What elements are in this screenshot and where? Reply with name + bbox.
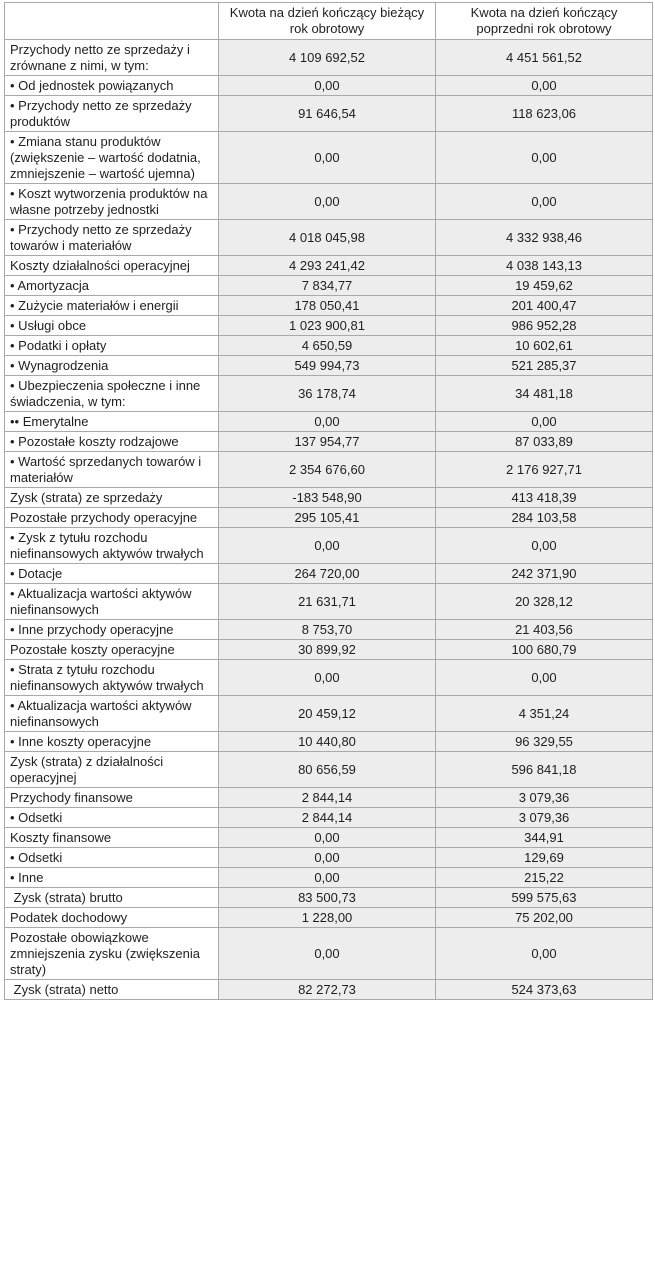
row-value-previous: 0,00 (436, 76, 653, 96)
table-row (5, 412, 653, 432)
row-value-current: 4 109 692,52 (219, 40, 436, 76)
row-value-current: 0,00 (219, 660, 436, 696)
row-label: •• Emerytalne (5, 412, 219, 432)
table-row (5, 356, 653, 376)
table-row (5, 888, 653, 908)
row-value-previous: 521 285,37 (436, 356, 653, 376)
table-row (5, 868, 653, 888)
row-value-current: 30 899,92 (219, 640, 436, 660)
row-value-previous: 0,00 (436, 132, 653, 184)
row-value-previous: 242 371,90 (436, 564, 653, 584)
row-value-previous: 100 680,79 (436, 640, 653, 660)
row-value-current: 549 994,73 (219, 356, 436, 376)
row-value-previous: 0,00 (436, 184, 653, 220)
row-label: • Przychody netto ze sprzedaży produktów (5, 96, 219, 132)
row-value-previous: 344,91 (436, 828, 653, 848)
row-label: Przychody netto ze sprzedaży i zrównane z nimi, w tym: (5, 40, 219, 76)
table-row (5, 732, 653, 752)
row-value-previous: 524 373,63 (436, 980, 653, 1000)
row-value-previous: 284 103,58 (436, 508, 653, 528)
row-label: Pozostałe przychody operacyjne (5, 508, 219, 528)
row-label: • Strata z tytułu rozchodu niefinansowych aktywów trwałych (5, 660, 219, 696)
row-value-current: 178 050,41 (219, 296, 436, 316)
row-value-current: 0,00 (219, 412, 436, 432)
row-label: • Podatki i opłaty (5, 336, 219, 356)
row-value-previous: 201 400,47 (436, 296, 653, 316)
table-row (5, 660, 653, 696)
table-body (5, 40, 653, 1000)
row-value-previous: 0,00 (436, 528, 653, 564)
table-header (5, 3, 653, 40)
row-label: Przychody finansowe (5, 788, 219, 808)
table-row (5, 928, 653, 980)
header-current-year-cell: Kwota na dzień kończący bieżący rok obrotowy (219, 3, 436, 40)
row-label: • Amortyzacja (5, 276, 219, 296)
row-label: • Inne koszty operacyjne (5, 732, 219, 752)
row-value-previous: 986 952,28 (436, 316, 653, 336)
row-value-previous: 3 079,36 (436, 808, 653, 828)
row-value-current: 21 631,71 (219, 584, 436, 620)
row-label: • Odsetki (5, 848, 219, 868)
row-label: Podatek dochodowy (5, 908, 219, 928)
row-value-current: 295 105,41 (219, 508, 436, 528)
row-label: • Usługi obce (5, 316, 219, 336)
row-value-previous: 3 079,36 (436, 788, 653, 808)
row-label: • Przychody netto ze sprzedaży towarów i materiałów (5, 220, 219, 256)
header-row (5, 3, 653, 40)
row-value-current: 4 018 045,98 (219, 220, 436, 256)
table-row (5, 256, 653, 276)
row-value-current: 10 440,80 (219, 732, 436, 752)
row-label: Koszty działalności operacyjnej (5, 256, 219, 276)
row-label: Koszty finansowe (5, 828, 219, 848)
header-previous-year-cell: Kwota na dzień kończący poprzedni rok obrotowy (436, 3, 653, 40)
row-value-previous: 2 176 927,71 (436, 452, 653, 488)
table-row (5, 640, 653, 660)
row-value-current: 4 293 241,42 (219, 256, 436, 276)
row-value-current: -183 548,90 (219, 488, 436, 508)
row-label: • Wynagrodzenia (5, 356, 219, 376)
row-value-current: 0,00 (219, 528, 436, 564)
table-row (5, 432, 653, 452)
table-row (5, 620, 653, 640)
row-label: • Zmiana stanu produktów (zwiększenie – wartość dodatnia, zmniejszenie – wartość ujemna) (5, 132, 219, 184)
header-corner-cell (5, 3, 219, 40)
row-value-current: 264 720,00 (219, 564, 436, 584)
table-row (5, 908, 653, 928)
row-label: • Zużycie materiałów i energii (5, 296, 219, 316)
row-value-current: 36 178,74 (219, 376, 436, 412)
row-value-previous: 21 403,56 (436, 620, 653, 640)
row-value-current: 20 459,12 (219, 696, 436, 732)
row-value-current: 0,00 (219, 76, 436, 96)
row-value-previous: 96 329,55 (436, 732, 653, 752)
row-label: • Od jednostek powiązanych (5, 76, 219, 96)
row-value-current: 0,00 (219, 132, 436, 184)
row-value-current: 91 646,54 (219, 96, 436, 132)
row-value-previous: 19 459,62 (436, 276, 653, 296)
table-row (5, 980, 653, 1000)
table-row (5, 848, 653, 868)
table-row (5, 564, 653, 584)
table-row (5, 488, 653, 508)
table-row (5, 336, 653, 356)
row-label: • Dotacje (5, 564, 219, 584)
table-row (5, 40, 653, 76)
row-value-current: 80 656,59 (219, 752, 436, 788)
table-row (5, 696, 653, 732)
table-row (5, 528, 653, 564)
row-value-current: 2 844,14 (219, 808, 436, 828)
table-row (5, 584, 653, 620)
table-row (5, 508, 653, 528)
row-value-current: 8 753,70 (219, 620, 436, 640)
row-label: • Inne przychody operacyjne (5, 620, 219, 640)
table-row (5, 828, 653, 848)
row-value-previous: 87 033,89 (436, 432, 653, 452)
row-label: • Zysk z tytułu rozchodu niefinansowych aktywów trwałych (5, 528, 219, 564)
row-value-current: 2 844,14 (219, 788, 436, 808)
row-label: Pozostałe obowiązkowe zmniejszenia zysku (zwiększenia straty) (5, 928, 219, 980)
row-label: • Aktualizacja wartości aktywów niefinansowych (5, 696, 219, 732)
table-row (5, 276, 653, 296)
row-value-previous: 20 328,12 (436, 584, 653, 620)
row-value-previous: 0,00 (436, 412, 653, 432)
table-row (5, 96, 653, 132)
row-value-previous: 413 418,39 (436, 488, 653, 508)
row-label: Zysk (strata) ze sprzedaży (5, 488, 219, 508)
row-label: Zysk (strata) brutto (5, 888, 219, 908)
row-value-current: 0,00 (219, 868, 436, 888)
row-value-previous: 75 202,00 (436, 908, 653, 928)
table-row (5, 132, 653, 184)
row-value-previous: 0,00 (436, 928, 653, 980)
income-statement-table (4, 2, 653, 1000)
table-row (5, 76, 653, 96)
table-row (5, 752, 653, 788)
table-row (5, 808, 653, 828)
row-value-current: 7 834,77 (219, 276, 436, 296)
row-value-previous: 4 351,24 (436, 696, 653, 732)
row-label: • Ubezpieczenia społeczne i inne świadczenia, w tym: (5, 376, 219, 412)
row-value-current: 0,00 (219, 848, 436, 868)
table-row (5, 376, 653, 412)
row-label: • Wartość sprzedanych towarów i materiałów (5, 452, 219, 488)
row-value-current: 0,00 (219, 184, 436, 220)
row-value-current: 0,00 (219, 928, 436, 980)
row-value-previous: 599 575,63 (436, 888, 653, 908)
row-value-current: 137 954,77 (219, 432, 436, 452)
row-value-previous: 4 038 143,13 (436, 256, 653, 276)
row-value-previous: 4 451 561,52 (436, 40, 653, 76)
table-row (5, 788, 653, 808)
row-value-previous: 118 623,06 (436, 96, 653, 132)
row-value-previous: 215,22 (436, 868, 653, 888)
row-value-previous: 10 602,61 (436, 336, 653, 356)
row-value-previous: 0,00 (436, 660, 653, 696)
row-label: Zysk (strata) z działalności operacyjnej (5, 752, 219, 788)
row-value-previous: 129,69 (436, 848, 653, 868)
row-value-previous: 34 481,18 (436, 376, 653, 412)
row-label: • Aktualizacja wartości aktywów niefinansowych (5, 584, 219, 620)
row-label: Zysk (strata) netto (5, 980, 219, 1000)
row-value-current: 1 228,00 (219, 908, 436, 928)
row-value-current: 83 500,73 (219, 888, 436, 908)
row-label: • Inne (5, 868, 219, 888)
row-label: • Pozostałe koszty rodzajowe (5, 432, 219, 452)
row-value-current: 82 272,73 (219, 980, 436, 1000)
row-value-current: 2 354 676,60 (219, 452, 436, 488)
table-row (5, 184, 653, 220)
row-value-previous: 4 332 938,46 (436, 220, 653, 256)
table-row (5, 220, 653, 256)
row-label: • Odsetki (5, 808, 219, 828)
row-label: • Koszt wytworzenia produktów na własne potrzeby jednostki (5, 184, 219, 220)
table-row (5, 452, 653, 488)
table-row (5, 316, 653, 336)
row-value-current: 4 650,59 (219, 336, 436, 356)
table-row (5, 296, 653, 316)
row-value-current: 0,00 (219, 828, 436, 848)
row-label: Pozostałe koszty operacyjne (5, 640, 219, 660)
row-value-current: 1 023 900,81 (219, 316, 436, 336)
row-value-previous: 596 841,18 (436, 752, 653, 788)
